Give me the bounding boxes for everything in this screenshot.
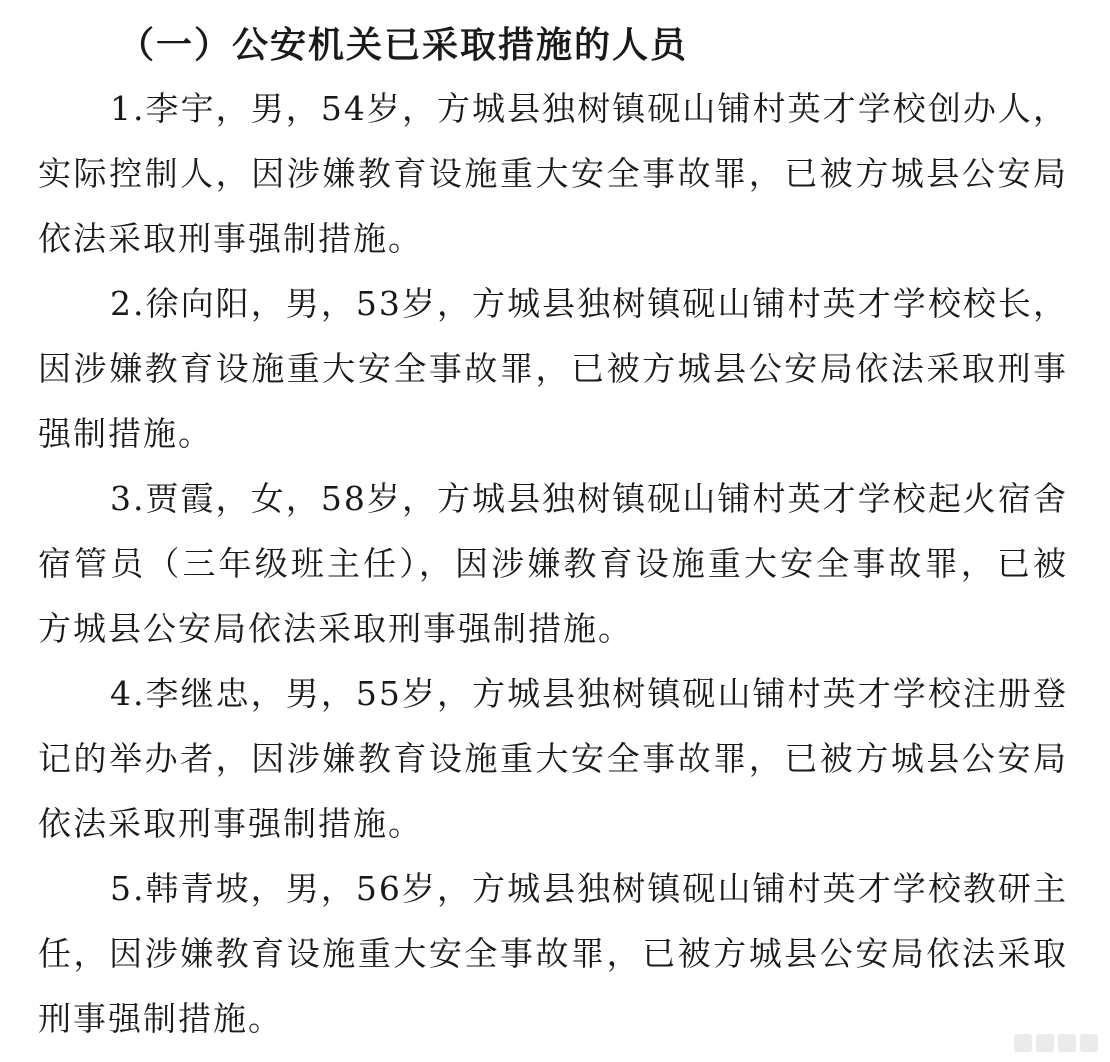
watermark-icon [1014,1034,1098,1052]
person-item-2: 2.徐向阳，男，53岁，方城县独树镇砚山铺村英才学校校长，因涉嫌教育设施重大安全事故罪，已被方城县公安局依法采取刑事强制措施。 [38,284,1068,453]
document-page [38,14,1068,1051]
person-item-3: 3.贾霞，女，58岁，方城县独树镇砚山铺村英才学校起火宿舍宿管员（三年级班主任），因涉嫌教育设施重大安全事故罪，已被方城县公安局依法采取刑事强制措施。 [38,479,1068,648]
person-item-4: 4.李继忠，男，55岁，方城县独树镇砚山铺村英才学校注册登记的举办者，因涉嫌教育设施重大安全事故罪，已被方城县公安局依法采取刑事强制措施。 [38,674,1068,843]
section-heading: （一）公安机关已采取措施的人员 [118,24,689,66]
person-item-1: 1.李宇，男，54岁，方城县独树镇砚山铺村英才学校创办人，实际控制人，因涉嫌教育设施重大安全事故罪，已被方城县公安局依法采取刑事强制措施。 [38,89,1068,258]
person-item-5: 5.韩青坡，男，56岁，方城县独树镇砚山铺村英才学校教研主任，因涉嫌教育设施重大安全事故罪，已被方城县公安局依法采取刑事强制措施。 [38,869,1068,1038]
